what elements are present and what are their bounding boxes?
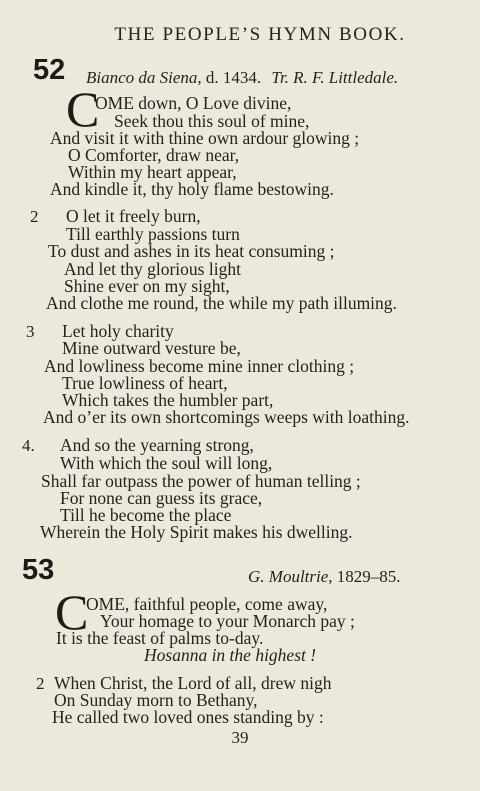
verse-line: To dust and ashes in its heat consuming ; [48, 241, 335, 261]
verse-line: He called two loved ones standing by : [52, 707, 324, 727]
refrain-line: Hosanna in the highest ! [144, 645, 317, 665]
verse-line: When Christ, the Lord of all, drew nigh [54, 673, 332, 693]
verse-line: O let it freely burn, [66, 206, 201, 226]
stanza-number: 2 [36, 674, 45, 693]
drop-cap: C [66, 81, 100, 137]
verse-line: For none can guess its grace, [60, 488, 263, 508]
verse-line: OME down, O Love divine, [95, 93, 292, 113]
author: G. Moultrie, [248, 567, 333, 586]
verse-line: And let thy glorious light [64, 259, 241, 279]
verse-line: And lowliness become mine inner clothing ; [44, 356, 355, 376]
verse-line: Your homage to your Monarch pay ; [100, 611, 355, 631]
verse-line: With which the soul will long, [60, 453, 273, 473]
verse-line: O Comforter, draw near, [68, 145, 240, 165]
hymn-number-53: 53 [22, 554, 55, 586]
verse-line: True lowliness of heart, [62, 373, 228, 393]
drop-cap: C [55, 584, 89, 640]
verse-line: Till he become the place [60, 505, 232, 525]
page-number: 39 [231, 728, 249, 747]
verse-line: And kindle it, thy holy flame bestowing. [50, 179, 334, 199]
verse-line: On Sunday morn to Bethany, [54, 690, 258, 710]
stanza-number: 2 [30, 207, 39, 226]
verse-line: Mine outward vesture be, [62, 338, 241, 358]
running-header: THE PEOPLE’S HYMN BOOK. [114, 24, 406, 45]
author-dates: 1829–85. [336, 567, 401, 586]
verse-line: And visit it with thine own ardour glowing ; [50, 128, 360, 148]
verse-line: Which takes the humbler part, [62, 390, 274, 410]
translator: Tr. R. F. Littledale. [271, 68, 399, 87]
verse-line: OME, faithful people, come away, [86, 594, 328, 614]
verse-line: And o’er its own shortcomings weeps with loathing. [43, 407, 410, 427]
verse-line: Wherein the Holy Spirit makes his dwelling. [40, 522, 353, 542]
verse-line: Within my heart appear, [68, 162, 237, 182]
verse-line: And so the yearning strong, [60, 435, 254, 455]
verse-line: Till earthly passions turn [66, 224, 240, 244]
hymn-53-attribution [248, 567, 401, 587]
verse-line: It is the feast of palms to-day. [56, 628, 264, 648]
verse-line: Let holy charity [62, 321, 174, 341]
hymn-52-attribution [86, 68, 398, 88]
stanza-number: 3 [26, 322, 35, 341]
verse-line: Seek thou this soul of mine, [114, 111, 310, 131]
author-date: d. 1434. [205, 68, 262, 87]
verse-line: Shine ever on my sight, [64, 276, 230, 296]
author: Bianco da Siena, [86, 68, 202, 87]
stanza-number: 4. [22, 436, 35, 455]
verse-line: Shall far outpass the power of human telling ; [41, 471, 361, 491]
verse-line: And clothe me round, the while my path illuming. [46, 293, 397, 313]
hymn-number-52: 52 [33, 54, 66, 86]
